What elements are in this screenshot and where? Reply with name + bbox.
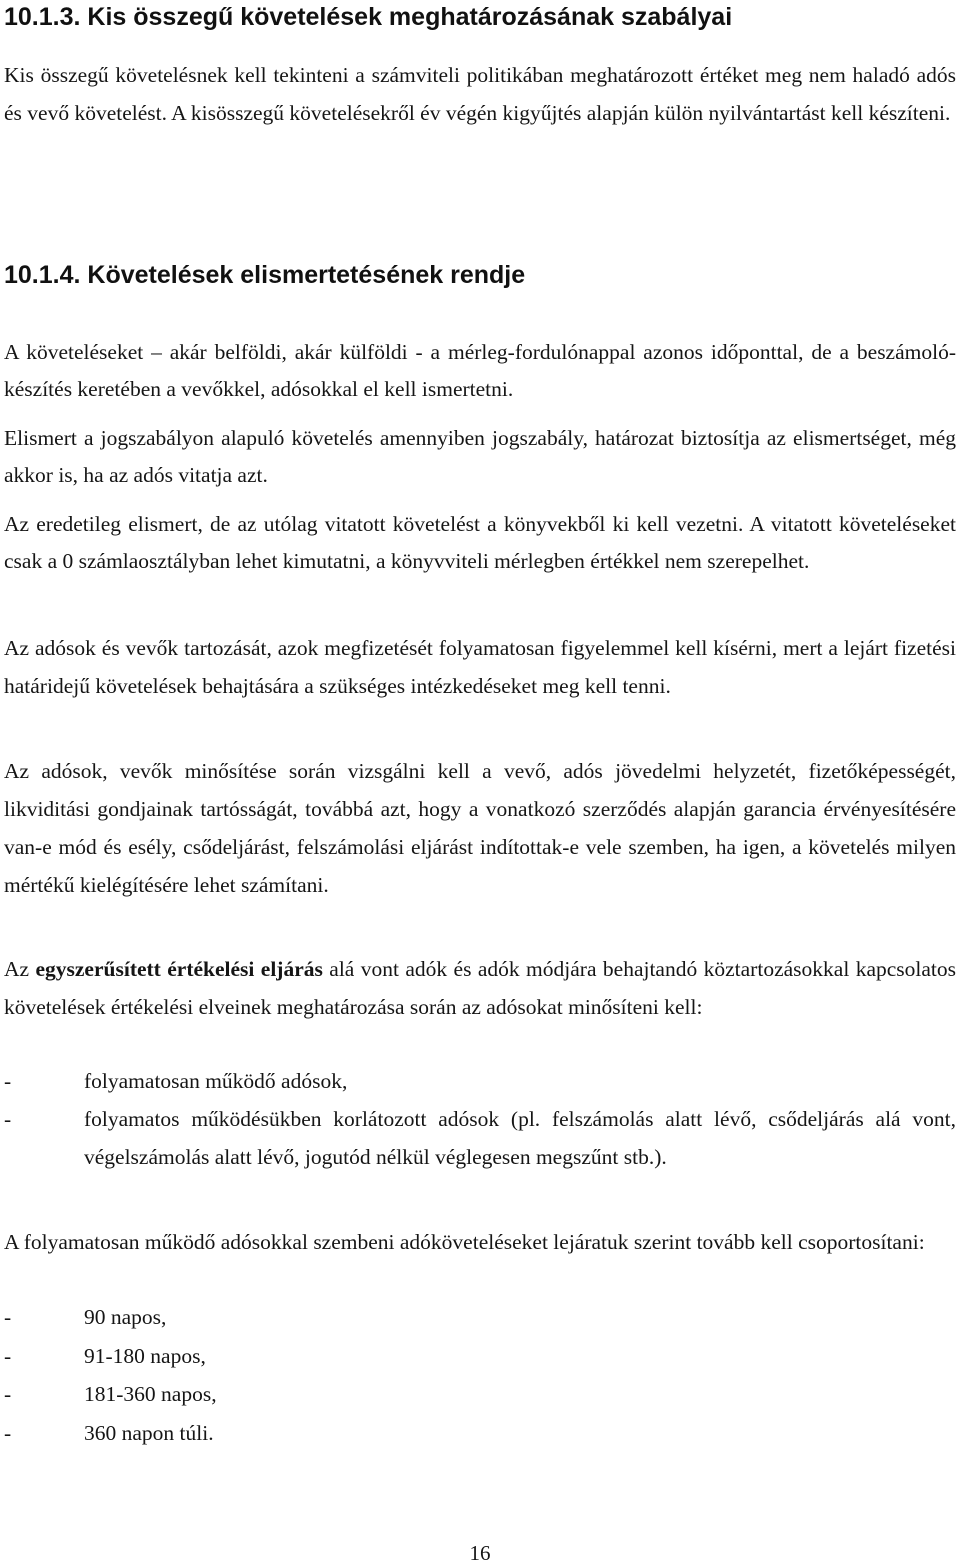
list-dash: - (4, 1305, 12, 1329)
maturity-group-list (0, 1298, 956, 1452)
paragraph-acknowledgement: A követeléseket – akár belföldi, akár külföldi - a mérleg-fordulónappal azonos időponttal, de a beszámoló-készítés keretében a vevőkkel, adósokkal el kell ismertetni. (4, 340, 956, 401)
list-dash: - (4, 1107, 12, 1131)
list-item-text: 360 napon túli. (84, 1420, 214, 1445)
list-dash: - (4, 1420, 12, 1445)
list-item-text: 91-180 napos, (84, 1343, 206, 1368)
section-heading-10-1-3: 10.1.3. Kis összegű követelések meghatározásának szabályai (4, 3, 733, 31)
paragraph-text: Az (4, 957, 36, 981)
paragraph-small-claims: Kis összegű követelésnek kell tekinteni a számviteli politikában meghatározott értéket meg nem haladó adós és vevő követelést. A kisösszegű követelésekről év végén kigyűjtés alapján külön nyilvántartást kell készíteni. (4, 63, 956, 125)
paragraph-disputed-claims: Az eredetileg elismert, de az utólag vitatott követelést a könyvekből ki kell vezetni. A vitatott követeléseket csak a 0 számlaosztályban lehet kimutatni, a könyvviteli mérlegben értékkel nem szerepelhet. (4, 512, 956, 573)
debtor-category-list (0, 1062, 956, 1176)
list-item-text: 181-360 napos, (84, 1382, 217, 1406)
paragraph-debtor-rating: Az adósok, vevők minősítése során vizsgálni kell a vevő, adós jövedelmi helyzetét, fizetőképességét, likviditási gondjainak tartósságát, továbbá azt, hogy a vonatkozó szerződés alapján garancia érvényesítésére van-e mód és esély, csődeljárást, felszámolási eljárást indítottak-e vele szemben, ha igen, a követelés milyen mértékű kielégítésére lehet számítani. (4, 759, 956, 897)
page-number: 16 (469, 1541, 491, 1565)
list-item-text: 90 napos, (84, 1305, 167, 1329)
list-item-text: folyamatos működésükben korlátozott adósok (pl. felszámolás alatt lévő, csődeljárás alá vont, végelszámolás alatt lévő, jogutód nélkül véglegesen megszűnt stb.). (84, 1107, 956, 1169)
list-item (0, 1100, 956, 1176)
paragraph-legal-basis: Elismert a jogszabályon alapuló követelés amennyiben jogszabály, határozat biztosítja az elismertséget, még akkor is, ha az adós vitatja azt. (4, 426, 956, 487)
paragraph-monitoring: Az adósok és vevők tartozását, azok megfizetését folyamatosan figyelemmel kell kísérni, mert a lejárt fizetési határidejű követelések behajtására a szükséges intézkedéseket meg kell tenni. (4, 636, 956, 698)
list-item (0, 1414, 956, 1453)
paragraph-grouping: A folyamatosan működő adósokkal szembeni adóköveteléseket lejáratuk szerint tovább kell csoportosítani: (4, 1230, 925, 1254)
list-item (0, 1298, 956, 1337)
list-item (0, 1062, 956, 1100)
list-item (0, 1337, 956, 1376)
bold-term: egyszerűsített értékelési eljárás (35, 957, 323, 981)
list-dash: - (4, 1382, 12, 1406)
list-dash: - (4, 1069, 12, 1093)
list-item (0, 1375, 956, 1414)
list-item-text: folyamatosan működő adósok, (84, 1069, 348, 1093)
paragraph-simplified-valuation (4, 950, 956, 1026)
section-heading-10-1-4: 10.1.4. Követelések elismertetésének rendje (4, 261, 526, 289)
list-dash: - (4, 1343, 12, 1368)
paragraph-text: alá vont adók és adók módjára behajtandó köztartozásokkal kapcsolatos követelések értékelési elveinek meghatározása során az adósokat minősíteni kell: (4, 957, 956, 1019)
